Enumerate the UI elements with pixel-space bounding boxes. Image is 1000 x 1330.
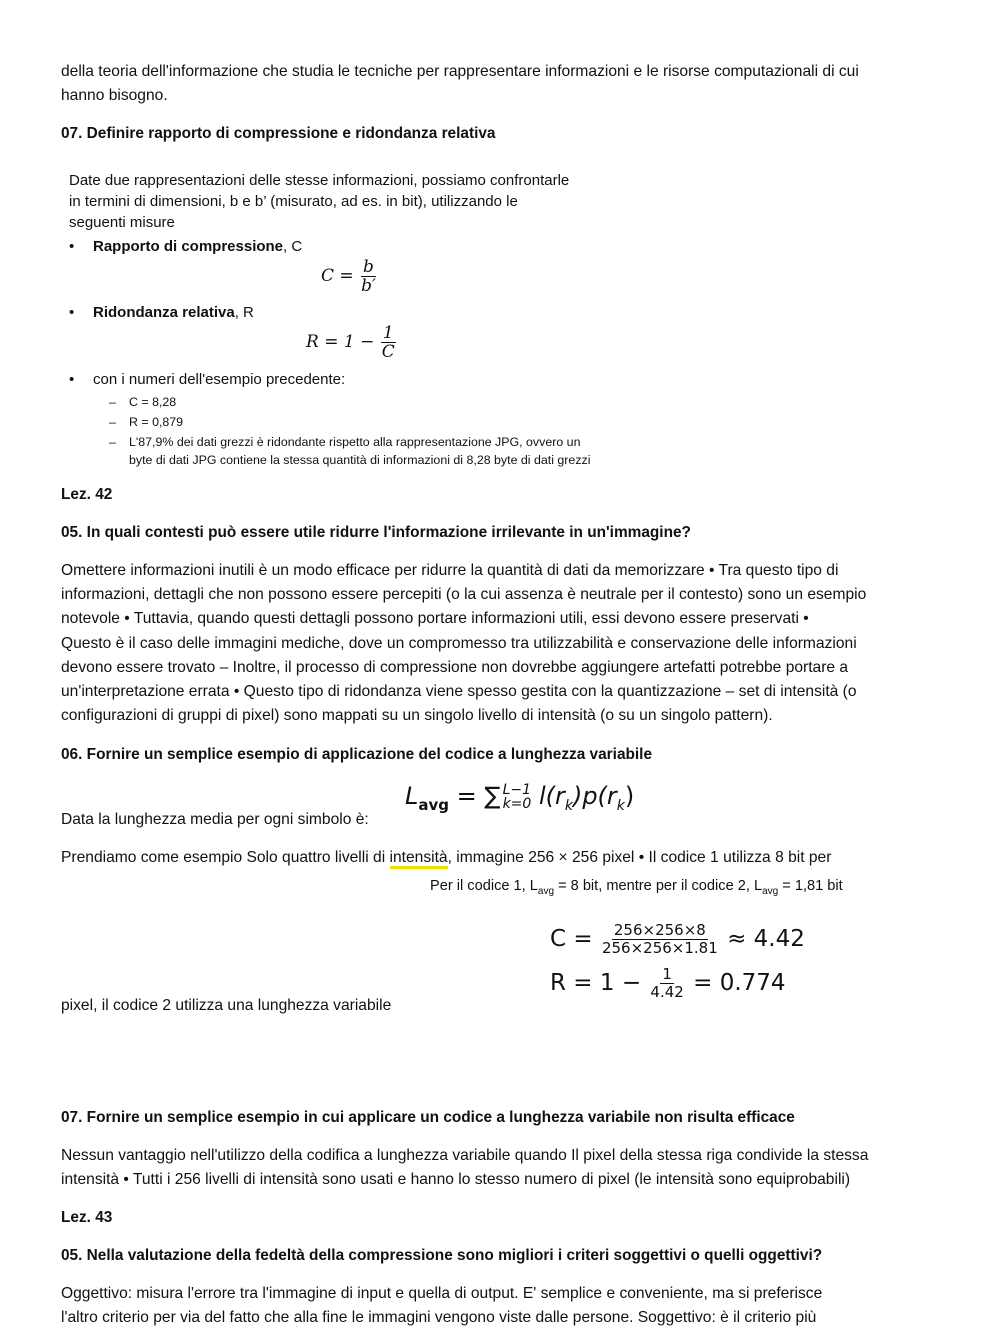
bullet-dot: • — [69, 371, 75, 388]
example-r-fraction — [648, 966, 685, 1001]
answer-05b-line-2: l'altro criterio per via del fatto che alla fine le immagini vengono viste dalle persone. Soggettivo: è il criterio più — [61, 1309, 817, 1326]
example-after: , immagine 256 × 256 pixel • Il codice 1 utilizza 8 bit per — [447, 849, 832, 866]
bullet-dot: • — [69, 238, 75, 255]
sub-item-explanation — [109, 433, 629, 451]
lavg-equals-sum: = ∑ — [449, 782, 501, 810]
sum-lower-limit: k=0 — [502, 796, 532, 812]
example-r-result: = 0.774 — [693, 970, 786, 996]
compression-ratio-example-formula — [550, 922, 805, 957]
answer-05b-line-1: Oggettivo: misura l'errore tra l'immagine di input e quella di output. E' semplice e conveniente, ma si preferisce — [61, 1285, 823, 1302]
formula-r-lhs: R = 1 − — [306, 332, 375, 352]
explanation-line-2: byte di dati JPG contiene la stessa quantità di informazioni di 8,28 byte di dati grezzi — [129, 453, 591, 467]
example-c-numerator: 256×256×8 — [613, 921, 706, 939]
question-05-irrelevant-info-title: 05. In quali contesti può essere utile ridurre l'informazione irrilevante in un'immagine? — [61, 524, 691, 541]
example-line — [61, 846, 831, 870]
question-06-variable-length-title: 06. Fornire un semplice esempio di applicazione del codice a lunghezza variabile — [61, 746, 653, 763]
compression-ratio-formula — [321, 258, 378, 295]
lavg-middle: )p(r — [572, 782, 617, 810]
example-numbers-label: con i numeri dell'esempio precedente: — [93, 371, 346, 388]
slide-intro-2: in termini di dimensioni, b e b’ (misurato, ad es. in bit), utilizzando le — [69, 193, 518, 210]
question-07-compression-title: 07. Definire rapporto di compressione e ridondanza relativa — [61, 125, 496, 142]
dash-bullet: – — [109, 395, 116, 409]
sum-upper-limit: L−1 — [502, 782, 531, 798]
example-r-denominator: 4.42 — [650, 983, 684, 1001]
code-lengths-note — [430, 878, 843, 897]
bullet-relative-redundancy — [69, 302, 629, 324]
compression-ratio-symbol: , C — [283, 238, 303, 255]
question-05-fidelity-title: 05. Nella valutazione della fedeltà della compressione sono migliori i criteri soggettivi o quelli oggettivi? — [61, 1247, 823, 1264]
pixel-code2-line: pixel, il codice 2 utilizza una lunghezza variabile — [61, 997, 392, 1014]
example-c-fraction — [600, 922, 720, 957]
example-r-numerator: 1 — [662, 965, 672, 983]
lavg-end: ) — [624, 782, 635, 810]
code-note-part-b: = 8 bit, mentre per il codice 2, L — [554, 878, 763, 894]
answer-05-line: un'interpretazione errata • Questo tipo di ridondanza viene spesso gestita con la quantizzazione – set di intensità (o — [61, 683, 857, 701]
sum-limits — [503, 783, 532, 811]
lavg-k-2: k — [616, 797, 625, 814]
explanation-line-1: L'87,9% dei dati grezzi è ridondante rispetto alla rappresentazione JPG, ovvero un — [129, 435, 581, 449]
bullet-example-numbers — [69, 369, 629, 391]
formula-r-fraction — [380, 324, 397, 361]
dash-bullet: – — [109, 415, 116, 429]
lavg-k-1: k — [564, 797, 573, 814]
example-c-result: ≈ 4.42 — [727, 926, 805, 952]
relative-redundancy-formula — [306, 324, 397, 361]
answer-07-line-1: Nessun vantaggio nell'utilizzo della codifica a lunghezza variabile quando Il pixel della stessa riga condivide la stessa — [61, 1147, 869, 1164]
code-note-sub-2: avg — [762, 885, 779, 897]
compression-ratio-label: Rapporto di compressione — [93, 238, 284, 255]
average-length-formula — [405, 782, 634, 814]
answer-05-paragraph — [61, 559, 941, 728]
example-c-denominator: 256×256×1.81 — [601, 939, 718, 957]
formula-r-denominator: C — [381, 342, 395, 362]
answer-05-line: notevole • Tuttavia, quando questi dettagli possono portare informazioni utili, essi devono essere preservati • — [61, 610, 809, 628]
formula-c-numerator: b — [362, 257, 374, 277]
example-c-lhs: C = — [550, 926, 593, 952]
bullet-compression-ratio — [69, 236, 629, 258]
intro-line-1: della teoria dell'informazione che studia le tecniche per rappresentare informazioni e le risorse computazionali di cui — [61, 63, 859, 80]
bullet-dot: • — [69, 304, 75, 321]
intro-line-2: hanno bisogno. — [61, 87, 168, 104]
code-note-sub-1: avg — [537, 885, 555, 897]
answer-05-line: configurazioni di gruppi di pixel) sono mappati su un singolo livello di intensità (o su un singolo pattern). — [61, 707, 773, 725]
example-r-lhs: R = 1 − — [550, 970, 642, 996]
lavg-subscript: avg — [418, 795, 450, 814]
question-07-inefficient-title: 07. Fornire un semplice esempio in cui applicare un codice a lunghezza variabile non risulta efficace — [61, 1109, 795, 1126]
answer-05-line: devono essere trovato – Inoltre, il processo di compressione non dovrebbe aggiungere artefatti potrebbe portare a — [61, 658, 849, 676]
relative-redundancy-label: Ridondanza relativa — [93, 304, 235, 321]
answer-05-line: informazioni, dettagli che non possono essere percepiti (o la cui assenza è neutrale per il contesto) sono un esempio — [61, 586, 867, 604]
lesson-42-heading: Lez. 42 — [61, 486, 113, 503]
average-length-text: Data la lunghezza media per ogni simbolo è: — [61, 811, 369, 828]
lavg-symbol: L — [405, 782, 419, 810]
answer-05-line: Questo è il caso delle immagini mediche, dove un compromesso tra utilizzabilità e conservazione delle informazioni — [61, 634, 857, 652]
formula-c-fraction — [359, 258, 378, 295]
formula-c-denominator: b′ — [361, 276, 376, 296]
sub-item-c-value — [109, 393, 629, 411]
lesson-43-heading: Lez. 43 — [61, 1209, 113, 1226]
answer-07-line-2: intensità • Tutti i 256 livelli di intensità sono usati e hanno lo stesso numero di pixel (le intensità sono equiprobabili) — [61, 1171, 851, 1188]
dash-bullet: – — [109, 435, 116, 449]
highlighted-word-intensita: intensità — [390, 849, 448, 869]
r-value: R = 0,879 — [129, 415, 184, 429]
redundancy-example-formula — [550, 966, 786, 1001]
c-value: C = 8,28 — [129, 395, 177, 409]
lavg-body: l(r — [531, 782, 565, 810]
sub-item-r-value — [109, 413, 629, 431]
example-before: Prendiamo come esempio Solo quattro livelli di — [61, 849, 390, 866]
relative-redundancy-symbol: , R — [234, 304, 254, 321]
slide-intro-3: seguenti misure — [69, 214, 175, 231]
code-note-part-a: Per il codice 1, L — [430, 878, 538, 894]
answer-05-line: Omettere informazioni inutili è un modo efficace per ridurre la quantità di dati da memorizzare • Tra questo tipo di — [61, 562, 839, 579]
formula-r-numerator: 1 — [382, 323, 394, 343]
formula-c-lhs: C = — [321, 266, 354, 286]
code-note-part-c: = 1,81 bit — [778, 878, 843, 894]
slide-intro-1: Date due rappresentazioni delle stesse informazioni, possiamo confrontarle — [69, 172, 570, 189]
